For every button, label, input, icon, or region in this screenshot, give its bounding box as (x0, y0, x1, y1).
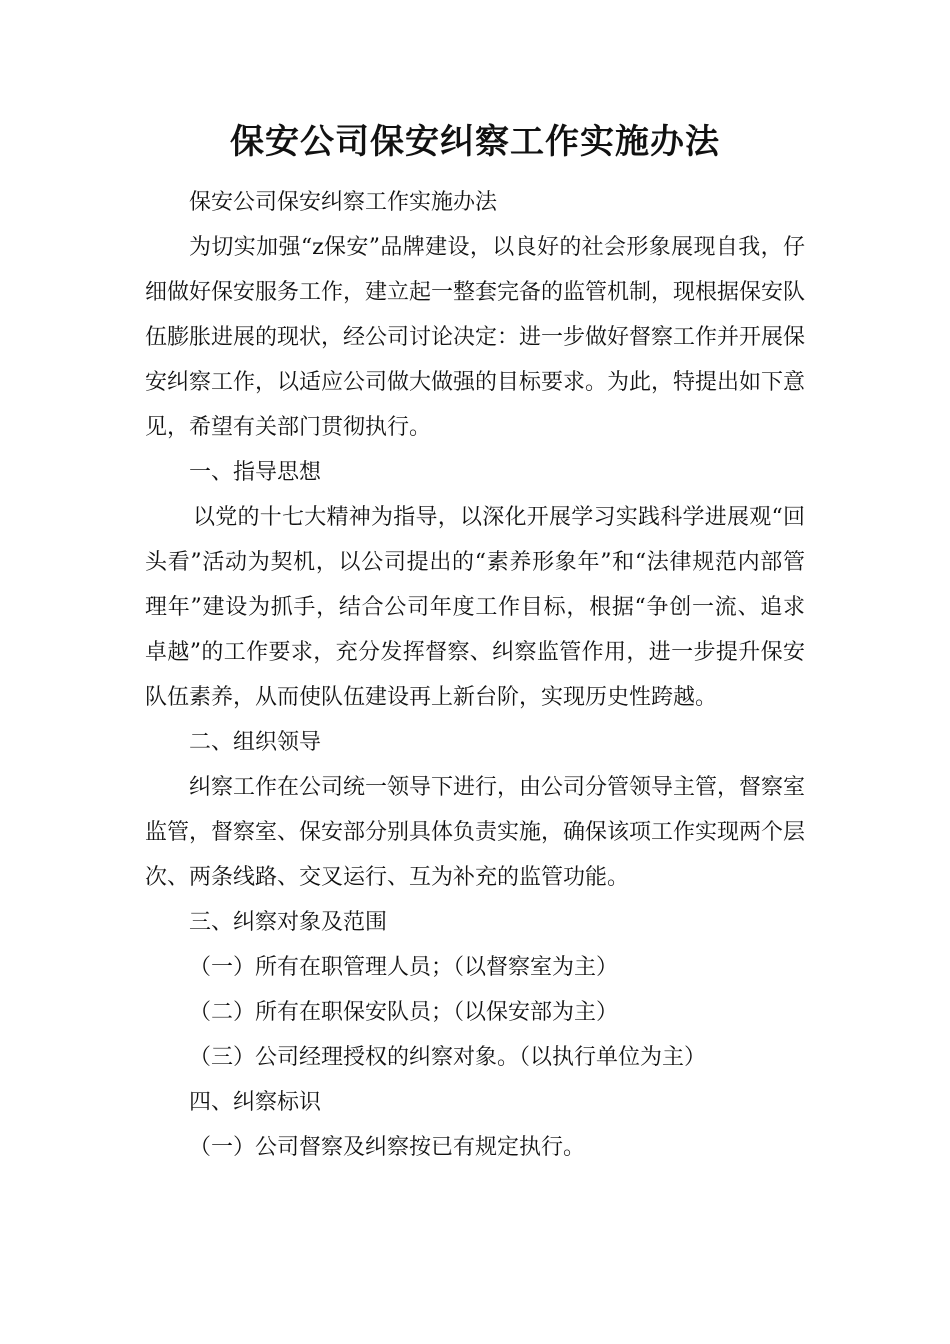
section-heading-organization: 二、组织领导 (189, 730, 322, 755)
organization-paragraph: 纠察工作在公司统一领导下进行，由公司分管领导主管，督察室监管，督察室、保安部分别具体负责实施，确保该项工作实现两个层次、两条线路、交叉运行、互为补充的监管功能。 (145, 775, 806, 890)
scope-item-2: （二）所有在职保安队员；（以保安部为主） (189, 1000, 619, 1025)
identification-item-1: （一）公司督察及纠察按已有规定执行。 (189, 1135, 586, 1160)
scope-item-3: （三）公司经理授权的纠察对象。（以执行单位为主） (189, 1045, 707, 1070)
subtitle-paragraph: 保安公司保安纠察工作实施办法 (189, 190, 498, 215)
section-heading-guiding-ideology: 一、指导思想 (189, 460, 322, 485)
document-body (145, 180, 805, 1170)
guiding-ideology-paragraph: 以党的十七大精神为指导，以深化开展学习实践科学进展观“回头看”活动为契机，以公司提出的“素养形象年”和“法律规范内部管理年”建设为抓手，结合公司年度工作目标，根据“争创一流、追求卓越”的工作要求，充分发挥督察、纠察监管作用，进一步提升保安队伍素养，从而使队伍建设再上新台阶，实现历史性跨越。 (145, 505, 805, 710)
scope-item-1: （一）所有在职管理人员；（以督察室为主） (189, 955, 619, 980)
section-heading-identification: 四、纠察标识 (189, 1090, 322, 1115)
document-title: 保安公司保安纠察工作实施办法 (230, 122, 720, 162)
section-heading-scope: 三、纠察对象及范围 (189, 910, 388, 935)
intro-paragraph: 为切实加强“z保安”品牌建设，以良好的社会形象展现自我，仔细做好保安服务工作，建立起一整套完备的监管机制，现根据保安队伍膨胀进展的现状，经公司讨论决定：进一步做好督察工作并开展保安纠察工作，以适应公司做大做强的目标要求。为此，特提出如下意见，希望有关部门贯彻执行。 (145, 235, 806, 440)
